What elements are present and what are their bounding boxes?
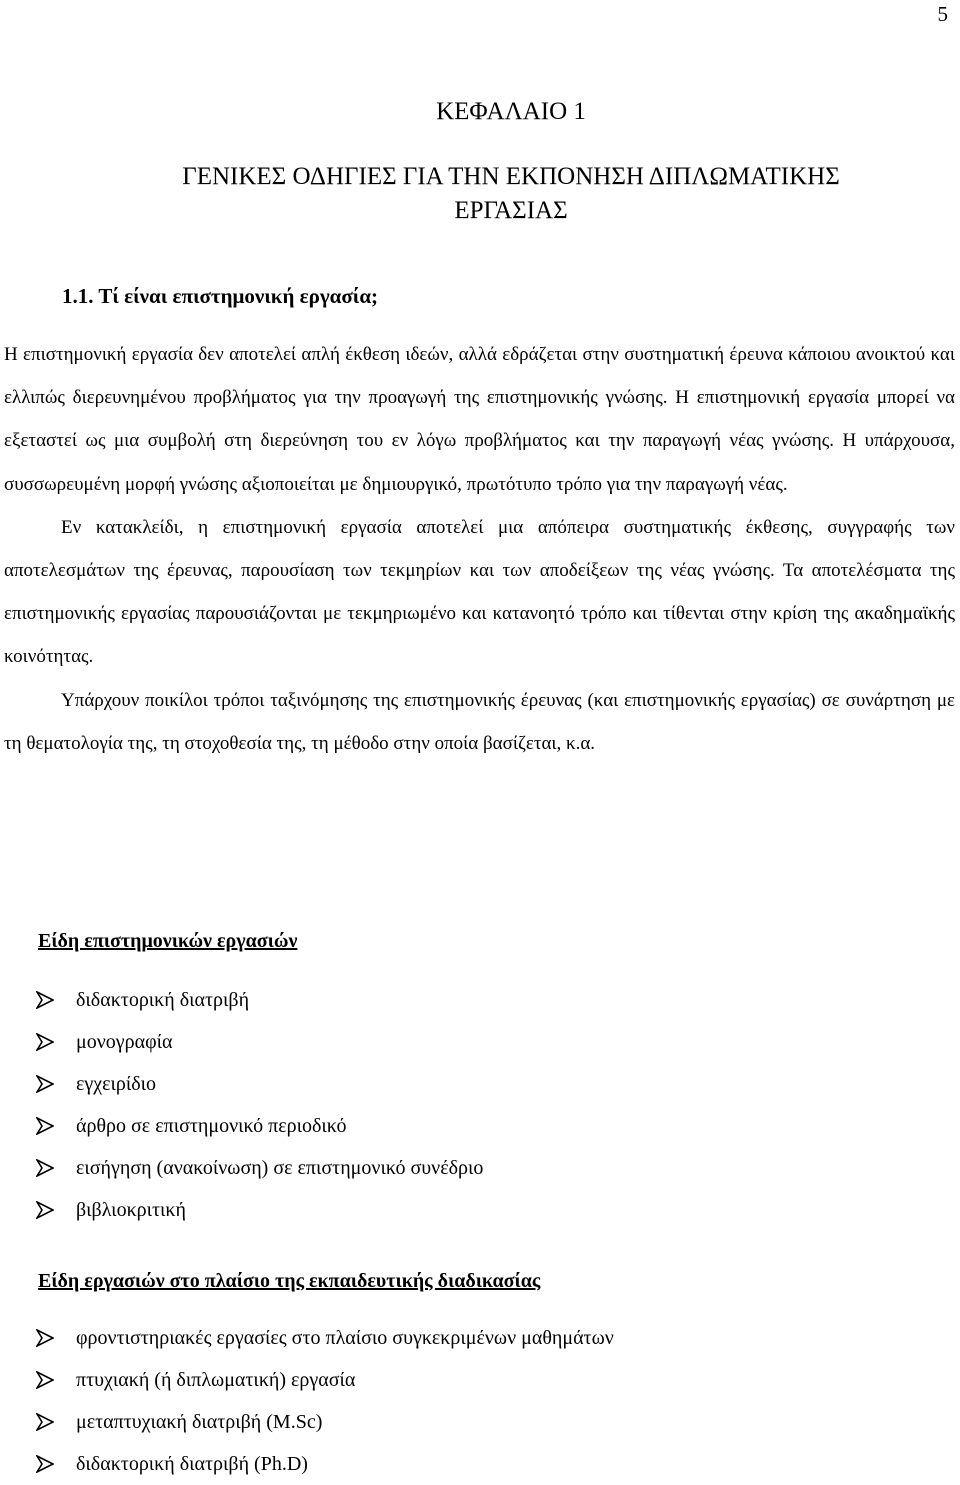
arrowhead-bullet-icon <box>36 1033 54 1051</box>
list-item-label: φροντιστηριακές εργασίες στο πλαίσιο συγκεκριμένων μαθημάτων <box>76 1326 614 1349</box>
chapter-title <box>0 160 960 228</box>
arrowhead-bullet-icon <box>36 1455 54 1473</box>
list-item <box>36 1401 614 1443</box>
arrowhead-bullet-icon <box>36 991 54 1009</box>
scientific-works-list <box>36 979 483 1231</box>
list-item <box>36 1063 483 1105</box>
page-number: 5 <box>937 2 948 26</box>
list-item <box>36 1443 614 1485</box>
list-item <box>36 1105 483 1147</box>
chapter-label: ΚΕΦΑΛΑΙΟ 1 <box>436 98 586 125</box>
list-item <box>36 1359 614 1401</box>
body-text <box>4 333 955 765</box>
arrowhead-bullet-icon <box>36 1117 54 1135</box>
list-item <box>36 1021 483 1063</box>
chapter-title-line-1: ΓΕΝΙΚΕΣ ΟΔΗΓΙΕΣ ΓΙΑ ΤΗΝ ΕΚΠΟΝΗΣΗ ΔΙΠΛΩΜΑΤΙΚΗΣ <box>182 163 840 190</box>
list-item-label: διδακτορική διατριβή (Ph.D) <box>76 1452 308 1475</box>
educational-works-list <box>36 1317 614 1485</box>
list-heading-scientific-works: Είδη επιστημονικών εργασιών <box>38 930 298 952</box>
list-item <box>36 1189 483 1231</box>
list-item-label: άρθρο σε επιστημονικό περιοδικό <box>76 1114 347 1137</box>
paragraph-3: Υπάρχουν ποικίλοι τρόποι ταξινόμησης της επιστημονικής έρευνας (και επιστημονικής εργασίας) σε συνάρτηση με τη θεματολογία της, τη στοχοθεσία της, τη μέθοδο στην οποία βασίζεται, κ.α. <box>4 689 955 754</box>
list-item-label: εγχειρίδιο <box>76 1072 157 1095</box>
paragraph-1: Η επιστημονική εργασία δεν αποτελεί απλή έκθεση ιδεών, αλλά εδράζεται στην συστηματική έρευνα κάποιου ανοικτού και ελλιπώς διερευνημένου προβλήματος για την προαγωγή της επιστημονικής γνώσης. Η επιστημονική εργασία μπορεί να εξεταστεί ως μια συμβολή στη διερεύνηση του εν λόγω προβλήματος και την παραγωγή νέας γνώσης. Η υπάρχουσα, συσσωρευμένη μορφή γνώσης αξιοποιείται με δημιουργικό, πρωτότυπο τρόπο για την παραγωγή νέας. <box>4 344 955 495</box>
list-item <box>36 1317 614 1359</box>
list-item-label: διδακτορική διατριβή <box>76 988 250 1011</box>
arrowhead-bullet-icon <box>36 1201 54 1219</box>
arrowhead-bullet-icon <box>36 1329 54 1347</box>
paragraph-2: Εν κατακλείδι, η επιστημονική εργασία αποτελεί μια απόπειρα συστηματικής έκθεσης, συγγραφής των αποτελεσμάτων της έρευνας, παρουσίαση των τεκμηρίων και των αποδείξεων της νέας γνώσης. Τα αποτελέσματα της επιστημονικής εργασίας παρουσιάζονται με τεκμηριωμένο και κατανοητό τρόπο και τίθενται στην κρίση της ακαδημαϊκής κοινότητας. <box>4 516 955 668</box>
list-item-label: μεταπτυχιακή διατριβή (M.Sc) <box>76 1410 323 1433</box>
arrowhead-bullet-icon <box>36 1371 54 1389</box>
section-heading: 1.1. Τί είναι επιστημονική εργασία; <box>62 284 379 308</box>
list-heading-educational-works: Είδη εργασιών στο πλαίσιο της εκπαιδευτικής διαδικασίας <box>38 1270 541 1292</box>
arrowhead-bullet-icon <box>36 1075 54 1093</box>
chapter-title-line-2: ΕΡΓΑΣΙΑΣ <box>454 197 568 224</box>
list-item <box>36 1147 483 1189</box>
arrowhead-bullet-icon <box>36 1159 54 1177</box>
list-item <box>36 979 483 1021</box>
list-item-label: μονογραφία <box>76 1030 173 1053</box>
list-item-label: εισήγηση (ανακοίνωση) σε επιστημονικό συνέδριο <box>76 1156 484 1179</box>
list-item-label: βιβλιοκριτική <box>76 1198 186 1221</box>
arrowhead-bullet-icon <box>36 1413 54 1431</box>
list-item-label: πτυχιακή (ή διπλωματική) εργασία <box>76 1368 356 1391</box>
